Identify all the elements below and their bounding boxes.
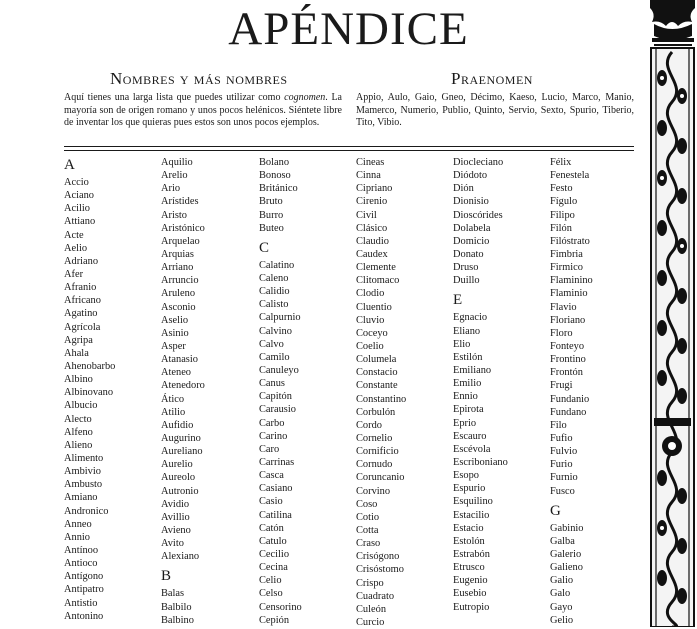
name-item: Donato xyxy=(453,248,484,260)
name-item: Albinovano xyxy=(64,387,114,399)
name-item: Columela xyxy=(356,354,397,366)
name-item: Cineas xyxy=(356,157,385,168)
name-item: Félix xyxy=(550,157,572,168)
name-item: Clitomaco xyxy=(356,275,400,287)
name-item: Cipriano xyxy=(356,183,393,195)
name-item: Afranio xyxy=(64,282,97,294)
name-item: Fusco xyxy=(550,485,575,497)
name-item: Galio xyxy=(550,575,574,587)
name-item: Festo xyxy=(550,183,573,195)
name-item: Estacio xyxy=(453,522,484,534)
name-item: Cluvio xyxy=(356,314,385,326)
name-item: Británico xyxy=(259,183,298,195)
name-item: Ahenobarbo xyxy=(64,360,116,372)
name-item: Catilina xyxy=(259,509,292,521)
name-item: Fonteyo xyxy=(550,340,585,352)
name-item: Calatino xyxy=(259,259,295,271)
name-item: Alimento xyxy=(64,452,104,464)
name-item: Estrabón xyxy=(453,548,490,560)
name-item: Ambivio xyxy=(64,466,101,478)
name-item: Albucio xyxy=(64,400,98,412)
name-item: Egnacio xyxy=(453,312,488,324)
name-item: Filóstrato xyxy=(550,235,590,247)
name-item: Aselio xyxy=(161,314,189,326)
name-item: Floro xyxy=(550,327,573,339)
name-item: Furio xyxy=(550,459,573,471)
name-item: Amiano xyxy=(64,492,98,504)
name-item: Furnio xyxy=(550,472,578,484)
name-item: Elio xyxy=(453,338,471,350)
name-item: Fufio xyxy=(550,432,573,444)
name-item: Gayo xyxy=(550,601,573,613)
name-item: Ario xyxy=(161,183,181,195)
name-item: Censorino xyxy=(259,601,302,613)
name-item: Constantino xyxy=(356,393,407,405)
name-item: Atenedoro xyxy=(161,380,205,392)
name-item: Camilo xyxy=(259,351,290,363)
names-column-5 xyxy=(453,156,548,614)
name-item: Asconio xyxy=(161,301,196,313)
name-item: Estacilio xyxy=(453,509,490,521)
name-item: Carrinas xyxy=(259,456,295,468)
name-item: Attiano xyxy=(64,216,96,228)
name-item: Fundano xyxy=(550,406,587,418)
name-item: Celso xyxy=(259,588,283,600)
name-item: Antioco xyxy=(64,558,98,570)
name-item: Constante xyxy=(356,380,398,392)
name-item: Floriano xyxy=(550,314,586,326)
intro-emphasis: cognomen xyxy=(284,92,326,103)
name-item: Catón xyxy=(259,522,284,534)
name-item: Esquilino xyxy=(453,496,493,508)
name-item: Ennio xyxy=(453,391,478,403)
name-item: Casiano xyxy=(259,483,293,495)
name-item: Galo xyxy=(550,588,571,600)
name-item: Flavio xyxy=(550,301,577,313)
name-item: Alecto xyxy=(64,413,92,425)
name-item: Fenestela xyxy=(550,170,590,182)
name-item: Alexiano xyxy=(161,551,200,563)
name-item: Duillo xyxy=(453,275,480,287)
name-item: Curcio xyxy=(356,616,385,628)
name-item: Avillio xyxy=(161,511,190,523)
name-item: Acte xyxy=(64,229,84,241)
name-item: Avidio xyxy=(161,498,190,510)
name-item: Dionisio xyxy=(453,196,489,208)
name-item: Antistio xyxy=(64,597,98,609)
name-item: Flaminio xyxy=(550,288,588,300)
name-item: Frontino xyxy=(550,354,586,366)
name-item: Cornudo xyxy=(356,459,393,471)
name-item: Balbilo xyxy=(161,601,192,613)
name-item: Ateneo xyxy=(161,367,192,379)
section-heading-praenomen: Praenomen xyxy=(451,69,533,88)
name-item: Aelio xyxy=(64,242,88,254)
name-item: Antínoo xyxy=(64,544,99,556)
name-item: Firmico xyxy=(550,262,583,274)
name-item: Dolabela xyxy=(453,222,491,234)
letter-heading-g: G xyxy=(550,502,561,519)
name-item: Caleno xyxy=(259,272,289,284)
name-item: Arquelao xyxy=(161,235,200,247)
name-item: Alieno xyxy=(64,439,93,451)
name-item: Cornelio xyxy=(356,432,393,444)
name-item: Coelio xyxy=(356,340,384,352)
name-item: Flaminino xyxy=(550,275,593,287)
ornamental-border-decoration xyxy=(648,0,697,627)
praenomen-paragraph: Appio, Aulo, Gaio, Gneo, Décimo, Kaeso, Lucio, Marco, Manio, Mamerco, Numerio, Publio, Quinto, Servio, Sexto, Spurio, Tiberio, Tito, Vibio. xyxy=(356,92,634,128)
name-item: Crisógono xyxy=(356,551,400,563)
name-item: Augurino xyxy=(161,432,201,444)
name-item: Escévola xyxy=(453,443,491,455)
name-item: Cotta xyxy=(356,524,379,536)
name-item: Fulvio xyxy=(550,446,578,458)
names-column-1 xyxy=(64,156,159,623)
name-item: Ático xyxy=(161,393,185,405)
name-item: Antipatro xyxy=(64,584,104,596)
name-item: Eprio xyxy=(453,417,477,429)
name-item: Balas xyxy=(161,588,185,600)
name-item: Emiliano xyxy=(453,364,492,376)
name-item: Coceyo xyxy=(356,327,388,339)
name-item: Eugenio xyxy=(453,575,488,587)
name-item: Caro xyxy=(259,443,280,455)
name-item: Cornificio xyxy=(356,446,399,458)
name-item: Druso xyxy=(453,262,479,274)
name-item: Aquilio xyxy=(161,157,193,168)
name-item: Buteo xyxy=(259,222,284,234)
names-column-2 xyxy=(161,156,256,627)
name-item: Africano xyxy=(64,295,101,307)
name-item: Escriboniano xyxy=(453,456,508,468)
name-item: Fígulo xyxy=(550,196,578,208)
letter-heading-b: B xyxy=(161,568,172,585)
names-column-3 xyxy=(259,156,354,627)
name-item: Escauro xyxy=(453,430,487,442)
name-item: Calvino xyxy=(259,325,292,337)
name-item: Galba xyxy=(550,535,575,547)
name-item: Arelio xyxy=(161,170,188,182)
letter-heading-c: C xyxy=(259,239,270,256)
name-item: Alfeno xyxy=(64,426,93,438)
name-item: Casca xyxy=(259,470,284,482)
name-item: Carbo xyxy=(259,417,285,429)
name-item: Clásico xyxy=(356,222,388,234)
name-item: Corvino xyxy=(356,485,391,497)
name-item: Cepión xyxy=(259,614,290,626)
name-item: Frontón xyxy=(550,367,583,379)
name-item: Estilón xyxy=(453,351,483,363)
name-item: Cirenio xyxy=(356,196,388,208)
name-item: Aufidio xyxy=(161,419,194,431)
name-item: Domicio xyxy=(453,235,490,247)
name-item: Epirota xyxy=(453,404,484,416)
name-item: Gabinio xyxy=(550,522,584,534)
name-item: Agatino xyxy=(64,308,98,320)
intro-text-start: Aquí tienes una larga lista que puedes utilizar como xyxy=(64,92,285,103)
name-item: Antígono xyxy=(64,571,104,583)
name-item: Casio xyxy=(259,496,283,508)
name-item: Etrusco xyxy=(453,562,485,574)
name-item: Bruto xyxy=(259,196,283,208)
name-item: Aruleno xyxy=(161,288,196,300)
name-item: Diocleciano xyxy=(453,157,504,168)
name-item: Celio xyxy=(259,575,282,587)
name-item: Cuadrato xyxy=(356,590,395,602)
name-item: Aureliano xyxy=(161,446,203,458)
name-item: Ambusto xyxy=(64,479,103,491)
name-item: Catulo xyxy=(259,535,287,547)
name-item: Espurio xyxy=(453,483,486,495)
name-item: Asinio xyxy=(161,327,189,339)
name-item: Aureolo xyxy=(161,472,196,484)
name-item: Arruncio xyxy=(161,275,199,287)
intro-text-end: . La mayoría son de origen romano y unos pocos helénicos. Siéntete libre de inventar los que quieras pues estos son unos pocos ejemplos. xyxy=(64,92,342,128)
name-item: Cluentio xyxy=(356,301,392,313)
divider-thick xyxy=(64,146,634,147)
name-item: Frugi xyxy=(550,380,573,392)
name-item: Asper xyxy=(161,340,186,352)
name-item: Culeón xyxy=(356,603,387,615)
name-item: Aristónico xyxy=(161,222,205,234)
name-item: Estolón xyxy=(453,535,485,547)
name-item: Diódoto xyxy=(453,170,488,182)
names-column-4 xyxy=(356,156,451,629)
name-item: Calisto xyxy=(259,299,289,311)
name-item: Aciano xyxy=(64,190,95,202)
name-item: Avito xyxy=(161,538,184,550)
name-item: Dión xyxy=(453,183,474,195)
name-item: Arístides xyxy=(161,196,199,208)
name-item: Agripa xyxy=(64,334,93,346)
name-item: Clodio xyxy=(356,288,385,300)
name-item: Bolano xyxy=(259,157,290,168)
name-item: Burro xyxy=(259,209,284,221)
name-item: Adriano xyxy=(64,255,99,267)
name-item: Arquias xyxy=(161,248,194,260)
name-item: Carausio xyxy=(259,404,296,416)
name-item: Calvo xyxy=(259,338,284,350)
name-item: Cinna xyxy=(356,170,381,182)
name-item: Avieno xyxy=(161,524,191,536)
name-item: Acilio xyxy=(64,203,90,215)
name-item: Atanasio xyxy=(161,354,198,366)
name-item: Coso xyxy=(356,498,378,510)
name-item: Fimbria xyxy=(550,248,583,260)
name-item: Carino xyxy=(259,430,288,442)
name-item: Agrícola xyxy=(64,321,101,333)
name-item: Civil xyxy=(356,209,377,221)
name-item: Eusebio xyxy=(453,588,487,600)
name-item: Filón xyxy=(550,222,572,234)
name-item: Balbino xyxy=(161,614,194,626)
name-item: Canus xyxy=(259,378,285,390)
name-item: Coruncanio xyxy=(356,472,405,484)
name-item: Filo xyxy=(550,419,567,431)
letter-heading-a: A xyxy=(64,157,75,173)
name-item: Calpurnio xyxy=(259,312,301,324)
name-item: Aurelio xyxy=(161,459,193,471)
name-item: Corbulón xyxy=(356,406,396,418)
name-item: Calidio xyxy=(259,286,290,298)
name-item: Dioscórides xyxy=(453,209,503,221)
name-item: Capitón xyxy=(259,391,292,403)
name-item: Crispo xyxy=(356,577,384,589)
name-item: Emilio xyxy=(453,378,482,390)
name-item: Filipo xyxy=(550,209,575,221)
name-item: Atilio xyxy=(161,406,186,418)
name-item: Anneo xyxy=(64,518,92,530)
name-item: Cecilio xyxy=(259,548,290,560)
name-item: Crisóstomo xyxy=(356,564,404,576)
name-item: Cordo xyxy=(356,419,382,431)
name-item: Esopo xyxy=(453,470,479,482)
letter-heading-e: E xyxy=(453,292,463,309)
name-item: Cecina xyxy=(259,562,288,574)
name-item: Ahala xyxy=(64,347,89,359)
name-item: Cotio xyxy=(356,511,380,523)
name-item: Aristo xyxy=(161,209,187,221)
divider-thin xyxy=(64,150,634,151)
name-item: Arriano xyxy=(161,262,194,274)
name-item: Afer xyxy=(64,268,84,280)
intro-paragraph xyxy=(64,92,342,130)
name-item: Canuleyo xyxy=(259,364,299,376)
name-item: Fundanio xyxy=(550,393,590,405)
name-item: Albino xyxy=(64,374,93,386)
name-item: Craso xyxy=(356,538,381,550)
name-item: Antonino xyxy=(64,610,104,622)
name-item: Eliano xyxy=(453,325,481,337)
name-item: Bonoso xyxy=(259,170,291,182)
name-item: Gelio xyxy=(550,614,574,626)
names-column-6 xyxy=(550,156,645,627)
name-item: Annio xyxy=(64,531,90,543)
page-title: APÉNDICE xyxy=(228,3,469,55)
name-item: Autronio xyxy=(161,485,199,497)
name-item: Constacio xyxy=(356,367,398,379)
name-item: Andronico xyxy=(64,505,109,517)
name-item: Claudio xyxy=(356,235,389,247)
name-item: Accio xyxy=(64,177,89,188)
ornament-column-icon xyxy=(648,0,697,627)
name-item: Clemente xyxy=(356,262,396,274)
name-item: Eutropio xyxy=(453,601,490,613)
name-item: Galieno xyxy=(550,562,583,574)
name-item: Caudex xyxy=(356,248,388,260)
section-heading-names: Nombres y más nombres xyxy=(110,69,288,88)
name-item: Galerio xyxy=(550,548,582,560)
